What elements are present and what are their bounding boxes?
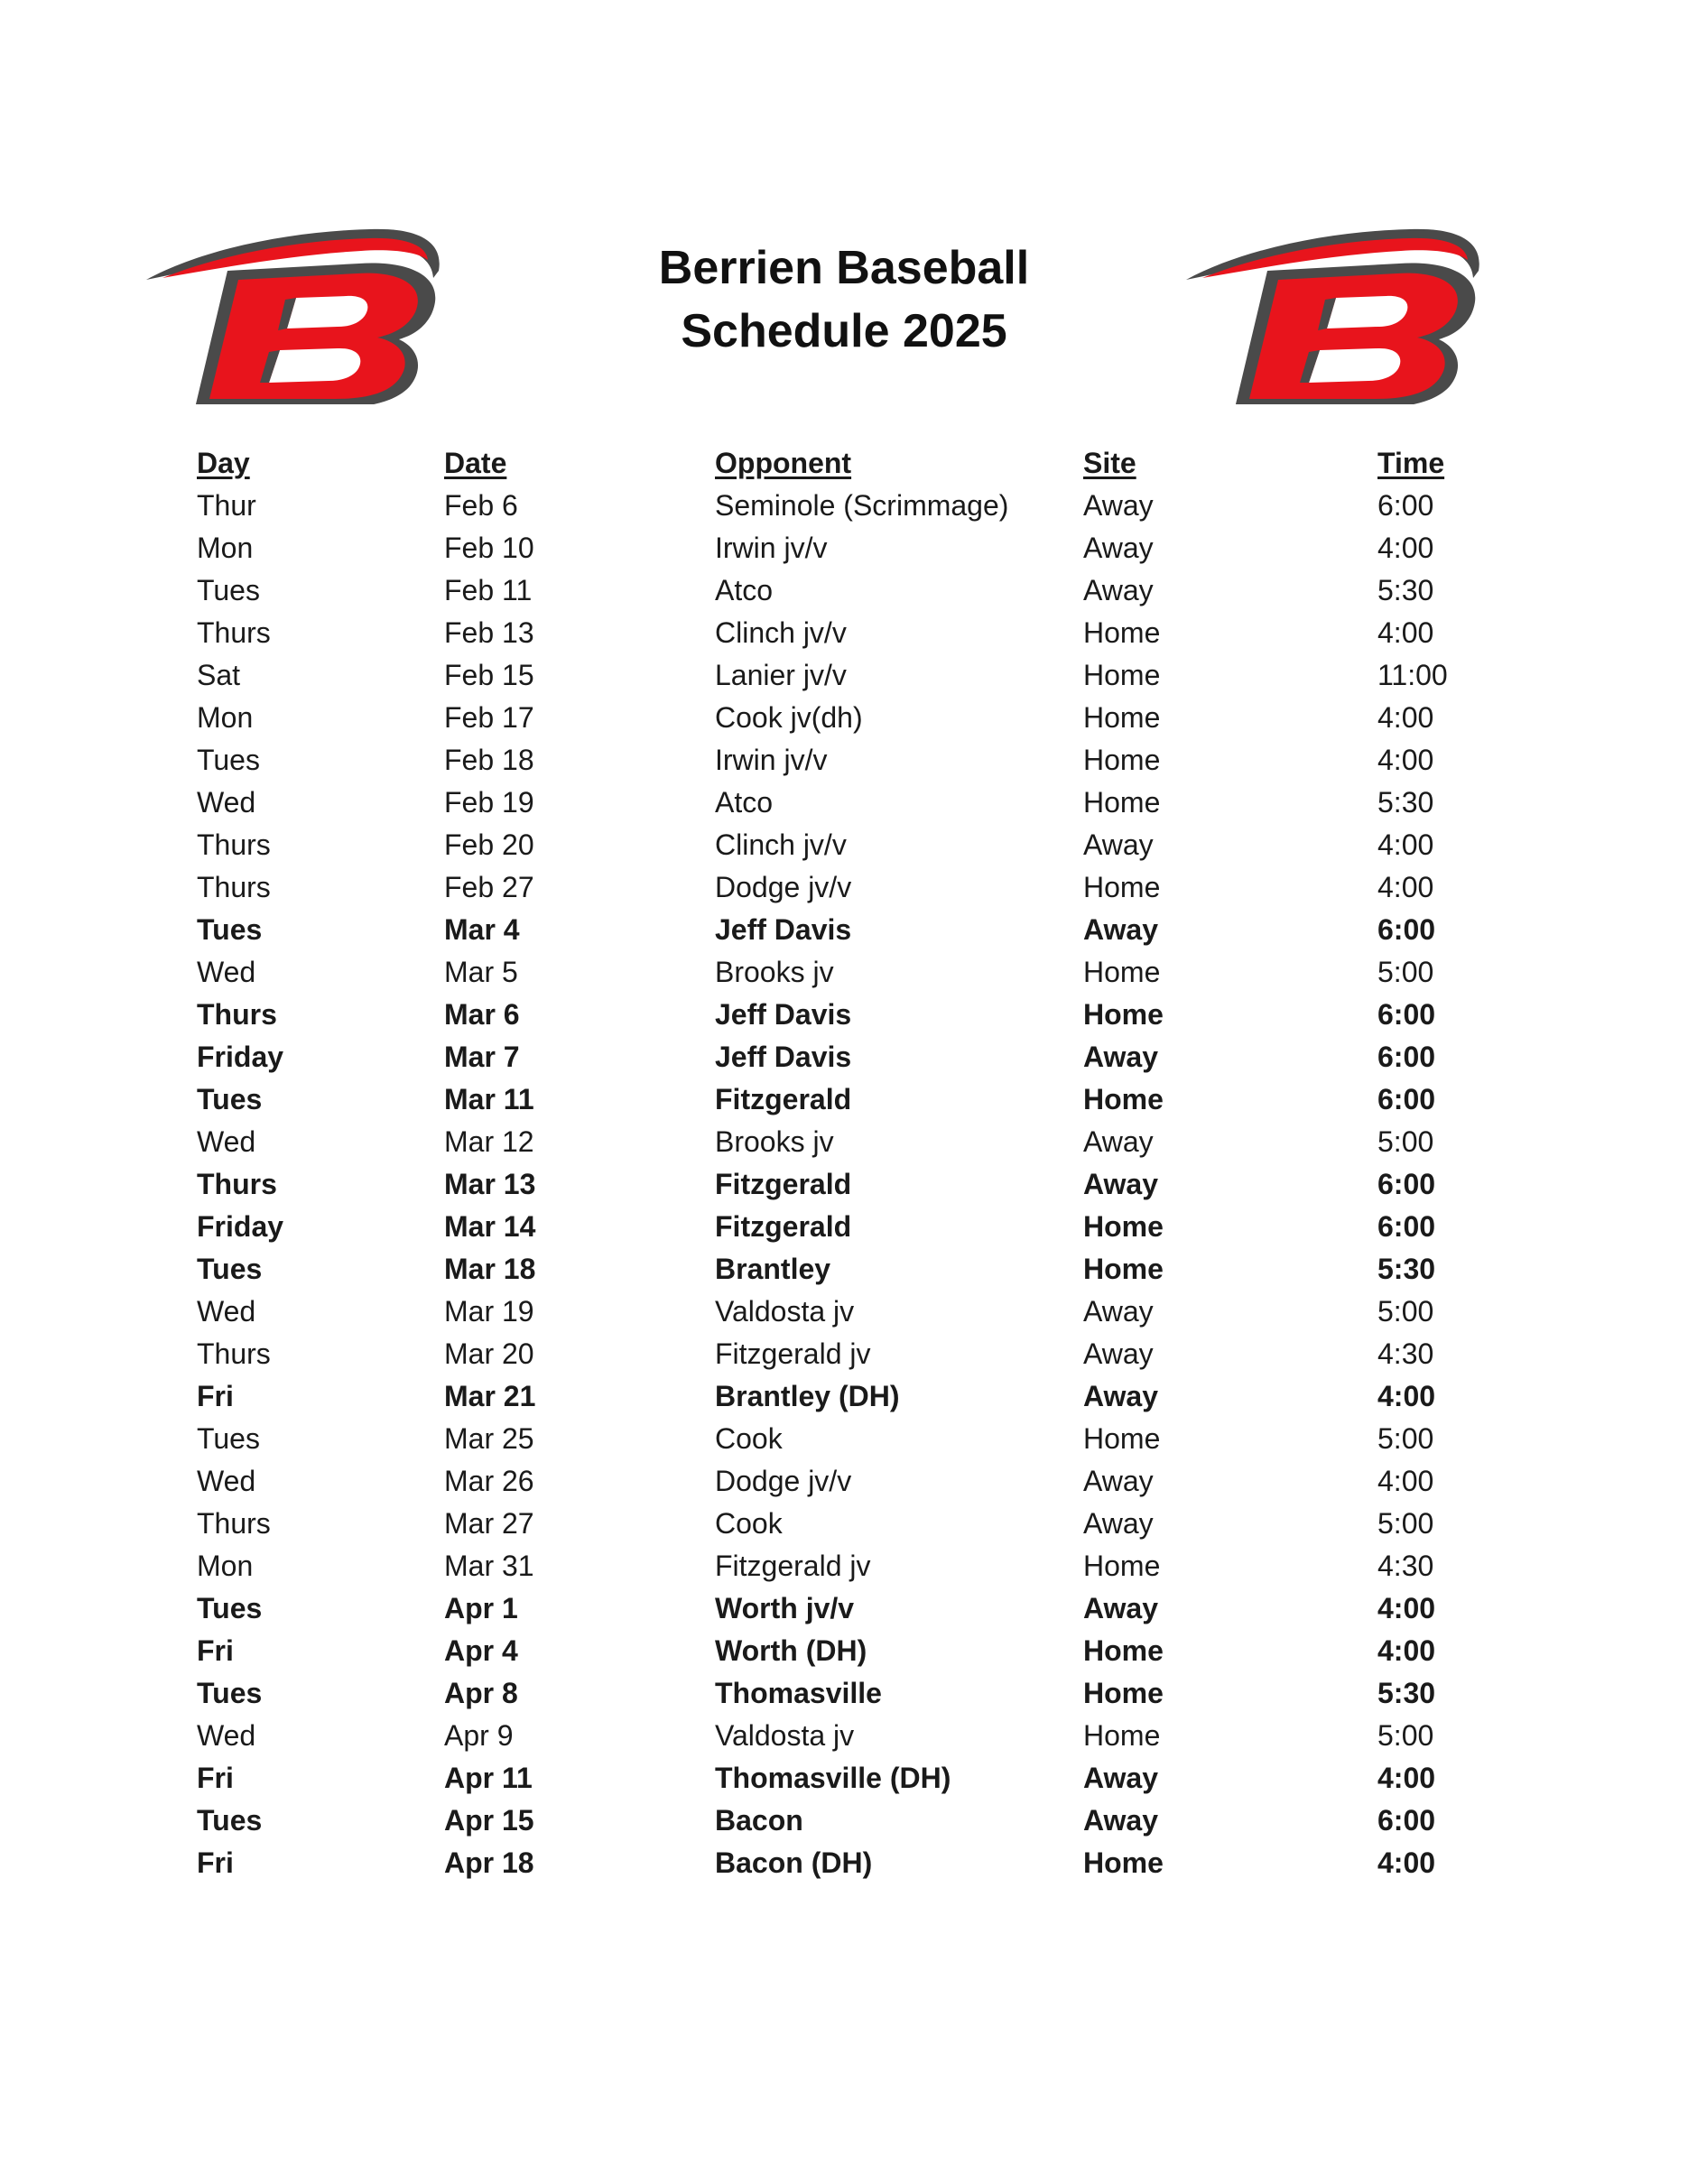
cell-day: Thurs [197, 828, 271, 861]
cell-day: Tues [197, 1804, 263, 1837]
cell-day: Friday [197, 1210, 284, 1243]
table-row [0, 1291, 1688, 1333]
table-row [0, 1715, 1688, 1757]
cell-day: Fri [197, 1762, 234, 1794]
cell-opponent: Bacon [715, 1804, 803, 1837]
cell-time: 6:00 [1377, 1083, 1436, 1115]
cell-site: Home [1083, 659, 1161, 691]
cell-site: Away [1083, 574, 1154, 606]
cell-opponent: Valdosta jv [715, 1295, 855, 1328]
table-row [0, 654, 1688, 697]
cell-opponent: Cook [715, 1507, 783, 1540]
cell-site: Away [1083, 489, 1154, 522]
cell-opponent: Dodge jv/v [715, 871, 852, 903]
cell-day: Wed [197, 1125, 256, 1158]
table-row [0, 1206, 1688, 1248]
cell-time: 6:00 [1377, 1210, 1436, 1243]
cell-site: Away [1083, 913, 1159, 946]
cell-time: 6:00 [1377, 1041, 1436, 1073]
cell-time: 5:00 [1377, 1422, 1434, 1455]
cell-opponent: Dodge jv/v [715, 1465, 852, 1497]
cell-time: 5:30 [1377, 1677, 1436, 1709]
cell-day: Tues [197, 913, 263, 946]
cell-day: Thurs [197, 998, 277, 1031]
cell-time: 4:00 [1377, 1634, 1436, 1667]
cell-date: Mar 25 [444, 1422, 534, 1455]
table-row [0, 951, 1688, 994]
cell-date: Mar 27 [444, 1507, 534, 1540]
cell-date: Feb 20 [444, 828, 534, 861]
cell-date: Feb 17 [444, 701, 534, 734]
cell-day: Fri [197, 1634, 234, 1667]
cell-time: 6:00 [1377, 998, 1436, 1031]
table-row [0, 1333, 1688, 1375]
table-row [0, 612, 1688, 654]
cell-time: 5:30 [1377, 786, 1434, 819]
cell-date: Feb 11 [444, 574, 533, 606]
cell-time: 5:00 [1377, 1125, 1434, 1158]
cell-site: Home [1083, 1677, 1164, 1709]
cell-site: Away [1083, 1762, 1159, 1794]
cell-date: Mar 26 [444, 1465, 534, 1497]
cell-opponent: Thomasville [715, 1677, 882, 1709]
table-row [0, 866, 1688, 909]
table-row [0, 1503, 1688, 1545]
table-row [0, 1800, 1688, 1842]
cell-date: Feb 6 [444, 489, 518, 522]
cell-time: 5:00 [1377, 1295, 1434, 1328]
cell-day: Mon [197, 532, 254, 564]
cell-opponent: Cook [715, 1422, 783, 1455]
cell-date: Feb 18 [444, 744, 534, 776]
cell-day: Fri [197, 1380, 234, 1412]
cell-day: Wed [197, 956, 256, 988]
cell-date: Mar 11 [444, 1083, 534, 1115]
header-opponent: Opponent [715, 447, 852, 479]
cell-opponent: Jeff Davis [715, 913, 852, 946]
cell-time: 4:00 [1377, 701, 1434, 734]
cell-site: Home [1083, 744, 1161, 776]
table-row [0, 1248, 1688, 1291]
cell-date: Mar 21 [444, 1380, 536, 1412]
cell-opponent: Jeff Davis [715, 1041, 852, 1073]
table-row [0, 739, 1688, 782]
cell-date: Mar 14 [444, 1210, 536, 1243]
cell-opponent: Jeff Davis [715, 998, 852, 1031]
cell-day: Tues [197, 574, 260, 606]
cell-opponent: Fitzgerald jv [715, 1550, 871, 1582]
cell-opponent: Valdosta jv [715, 1719, 855, 1752]
cell-time: 4:00 [1377, 828, 1434, 861]
cell-site: Home [1083, 701, 1161, 734]
cell-date: Mar 20 [444, 1337, 534, 1370]
cell-opponent: Seminole (Scrimmage) [715, 489, 1009, 522]
cell-site: Home [1083, 1253, 1164, 1285]
cell-time: 4:00 [1377, 1465, 1434, 1497]
cell-opponent: Brantley (DH) [715, 1380, 900, 1412]
table-row [0, 824, 1688, 866]
cell-time: 4:00 [1377, 1762, 1436, 1794]
table-row [0, 1418, 1688, 1460]
cell-date: Apr 11 [444, 1762, 533, 1794]
table-row [0, 1842, 1688, 1884]
cell-site: Home [1083, 1719, 1161, 1752]
cell-site: Away [1083, 1380, 1159, 1412]
cell-date: Apr 1 [444, 1592, 518, 1624]
cell-day: Thur [197, 489, 256, 522]
cell-day: Fri [197, 1846, 234, 1879]
cell-time: 6:00 [1377, 1804, 1436, 1837]
table-row [0, 1672, 1688, 1715]
cell-time: 4:30 [1377, 1550, 1434, 1582]
table-row [0, 697, 1688, 739]
cell-time: 4:30 [1377, 1337, 1434, 1370]
cell-site: Home [1083, 956, 1161, 988]
cell-site: Home [1083, 1846, 1164, 1879]
cell-site: Home [1083, 998, 1164, 1031]
cell-day: Mon [197, 701, 254, 734]
cell-day: Tues [197, 1083, 263, 1115]
cell-opponent: Clinch jv/v [715, 828, 847, 861]
cell-site: Away [1083, 1592, 1159, 1624]
title-line-2: Schedule 2025 [681, 305, 1007, 357]
cell-opponent: Worth jv/v [715, 1592, 855, 1624]
cell-day: Tues [197, 1592, 263, 1624]
cell-date: Mar 19 [444, 1295, 534, 1328]
cell-date: Feb 15 [444, 659, 534, 691]
cell-site: Away [1083, 1041, 1159, 1073]
schedule-table [0, 442, 1688, 1884]
cell-site: Home [1083, 1634, 1164, 1667]
table-row [0, 527, 1688, 569]
cell-date: Mar 5 [444, 956, 518, 988]
cell-time: 6:00 [1377, 913, 1436, 946]
cell-site: Home [1083, 786, 1161, 819]
cell-time: 4:00 [1377, 616, 1434, 649]
table-row [0, 1163, 1688, 1206]
title-line-1: Berrien Baseball [658, 242, 1030, 294]
cell-site: Away [1083, 1168, 1159, 1200]
header-site: Site [1083, 447, 1136, 479]
cell-opponent: Atco [715, 786, 774, 819]
cell-opponent: Lanier jv/v [715, 659, 847, 691]
cell-day: Wed [197, 1719, 256, 1752]
cell-day: Tues [197, 1677, 263, 1709]
cell-time: 4:00 [1377, 1380, 1436, 1412]
cell-time: 5:00 [1377, 956, 1434, 988]
table-row [0, 1078, 1688, 1121]
header-day: Day [197, 447, 250, 479]
cell-site: Away [1083, 828, 1154, 861]
table-header-row [0, 442, 1688, 485]
cell-date: Mar 4 [444, 913, 520, 946]
cell-date: Mar 7 [444, 1041, 520, 1073]
cell-date: Mar 6 [444, 998, 520, 1031]
cell-day: Thurs [197, 1337, 271, 1370]
cell-time: 6:00 [1377, 489, 1434, 522]
table-row [0, 569, 1688, 612]
cell-time: 11:00 [1377, 659, 1448, 691]
cell-date: Mar 12 [444, 1125, 534, 1158]
cell-day: Wed [197, 1465, 256, 1497]
table-row [0, 485, 1688, 527]
cell-date: Apr 15 [444, 1804, 534, 1837]
header-date: Date [444, 447, 507, 479]
cell-time: 4:00 [1377, 1592, 1436, 1624]
cell-site: Away [1083, 1337, 1154, 1370]
cell-time: 5:30 [1377, 574, 1434, 606]
cell-day: Friday [197, 1041, 284, 1073]
cell-date: Mar 31 [444, 1550, 534, 1582]
cell-date: Mar 18 [444, 1253, 536, 1285]
cell-time: 4:00 [1377, 532, 1434, 564]
cell-opponent: Cook jv(dh) [715, 701, 863, 734]
cell-opponent: Clinch jv/v [715, 616, 847, 649]
cell-date: Mar 13 [444, 1168, 536, 1200]
cell-site: Away [1083, 1507, 1154, 1540]
table-row [0, 1036, 1688, 1078]
cell-date: Apr 9 [444, 1719, 514, 1752]
table-row [0, 1757, 1688, 1800]
cell-date: Feb 10 [444, 532, 534, 564]
cell-opponent: Worth (DH) [715, 1634, 867, 1667]
cell-day: Tues [197, 1422, 260, 1455]
cell-time: 5:30 [1377, 1253, 1436, 1285]
cell-date: Apr 18 [444, 1846, 534, 1879]
cell-opponent: Fitzgerald [715, 1210, 852, 1243]
table-row [0, 1630, 1688, 1672]
table-row [0, 782, 1688, 824]
cell-time: 5:00 [1377, 1507, 1434, 1540]
cell-opponent: Brooks jv [715, 956, 834, 988]
cell-time: 4:00 [1377, 744, 1434, 776]
cell-day: Wed [197, 1295, 256, 1328]
cell-day: Wed [197, 786, 256, 819]
cell-site: Away [1083, 532, 1154, 564]
cell-day: Tues [197, 1253, 263, 1285]
cell-opponent: Irwin jv/v [715, 532, 828, 564]
table-row [0, 1545, 1688, 1587]
cell-site: Home [1083, 616, 1161, 649]
cell-opponent: Fitzgerald jv [715, 1337, 871, 1370]
table-body [0, 485, 1688, 1884]
table-row [0, 1121, 1688, 1163]
cell-opponent: Brooks jv [715, 1125, 834, 1158]
cell-date: Feb 19 [444, 786, 534, 819]
cell-date: Feb 13 [444, 616, 534, 649]
cell-day: Thurs [197, 1168, 277, 1200]
table-row [0, 1460, 1688, 1503]
cell-opponent: Brantley [715, 1253, 831, 1285]
cell-site: Home [1083, 1210, 1164, 1243]
cell-site: Away [1083, 1125, 1154, 1158]
cell-time: 6:00 [1377, 1168, 1436, 1200]
cell-opponent: Irwin jv/v [715, 744, 828, 776]
table-row [0, 994, 1688, 1036]
table-row [0, 909, 1688, 951]
header-time: Time [1377, 447, 1445, 479]
cell-day: Thurs [197, 1507, 271, 1540]
cell-site: Home [1083, 1422, 1161, 1455]
cell-time: 4:00 [1377, 871, 1434, 903]
cell-site: Home [1083, 871, 1161, 903]
cell-site: Home [1083, 1550, 1161, 1582]
cell-day: Thurs [197, 871, 271, 903]
cell-day: Mon [197, 1550, 254, 1582]
cell-day: Thurs [197, 616, 271, 649]
cell-site: Home [1083, 1083, 1164, 1115]
cell-opponent: Thomasville (DH) [715, 1762, 951, 1794]
cell-site: Away [1083, 1295, 1154, 1328]
cell-date: Apr 4 [444, 1634, 518, 1667]
cell-time: 4:00 [1377, 1846, 1436, 1879]
page-title [0, 236, 1688, 363]
cell-opponent: Bacon (DH) [715, 1846, 873, 1879]
cell-opponent: Atco [715, 574, 774, 606]
cell-opponent: Fitzgerald [715, 1083, 852, 1115]
cell-day: Sat [197, 659, 241, 691]
cell-site: Away [1083, 1465, 1154, 1497]
cell-date: Feb 27 [444, 871, 534, 903]
cell-time: 5:00 [1377, 1719, 1434, 1752]
cell-date: Apr 8 [444, 1677, 518, 1709]
table-row [0, 1587, 1688, 1630]
cell-site: Away [1083, 1804, 1159, 1837]
cell-opponent: Fitzgerald [715, 1168, 852, 1200]
table-row [0, 1375, 1688, 1418]
cell-day: Tues [197, 744, 260, 776]
